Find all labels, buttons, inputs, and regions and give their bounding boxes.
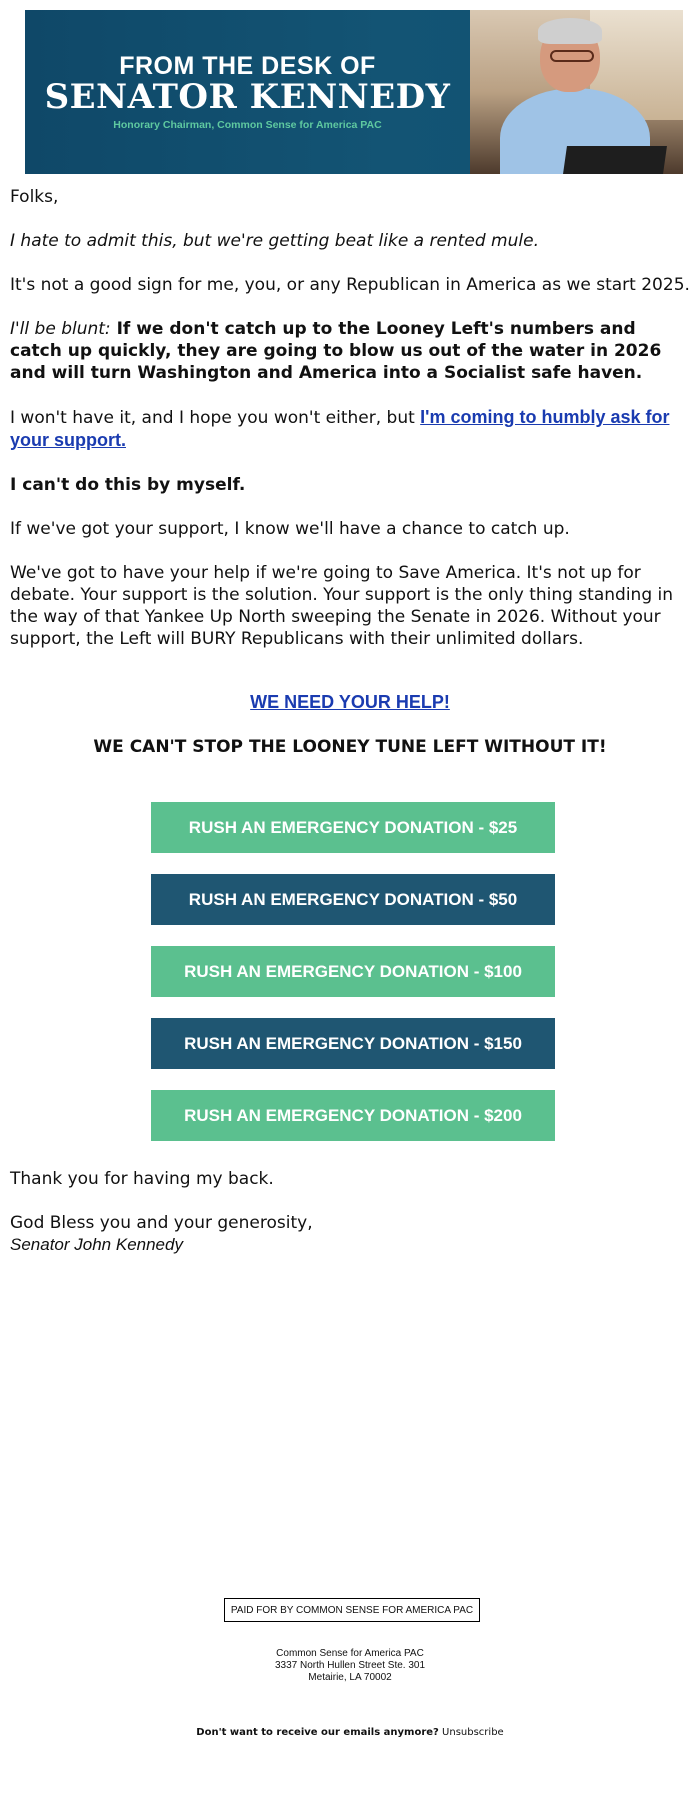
unsubscribe-link[interactable]: Unsubscribe <box>442 1727 504 1738</box>
photo-tablet <box>563 146 667 174</box>
stop-left-heading: WE CAN'T STOP THE LOONEY TUNE LEFT WITHOUT IT! <box>93 737 607 757</box>
paragraph-2: It's not a good sign for me, you, or any Republican in America as we start 2025. <box>10 275 690 295</box>
donate-50-button[interactable]: RUSH AN EMERGENCY DONATION - $50 <box>151 874 555 925</box>
donate-25-button[interactable]: RUSH AN EMERGENCY DONATION - $25 <box>151 802 555 853</box>
support-lead: I won't have it, and I hope you won't either, but <box>10 408 421 428</box>
banner-title: SENATOR KENNEDY <box>44 77 451 117</box>
photo-glasses <box>550 50 594 62</box>
thanks-line: Thank you for having my back. <box>10 1169 274 1189</box>
banner-text <box>25 10 470 174</box>
paragraph-7: We've got to have your help if we're going to Save America. It's not up for debate. Your support is the solution. Your support is the only thing standing in the way of that Yankee Up North sweeping the Senate in 2026. Without your support, the Left will BURY Republicans with their unlimited dollars. <box>10 563 674 649</box>
blunt-statement: If we don't catch up to the Looney Left's numbers and catch up quickly, they are going to blow us out of the water in 2026 and will turn Washington and America into a Socialist safe haven. <box>10 319 662 383</box>
unsubscribe-line <box>0 1727 700 1738</box>
letter-body <box>10 186 692 650</box>
bless-line: God Bless you and your generosity, <box>10 1213 313 1233</box>
donate-200-button[interactable]: RUSH AN EMERGENCY DONATION - $200 <box>151 1090 555 1141</box>
address-city: Metairie, LA 70002 <box>308 1672 392 1683</box>
unsubscribe-question: Don't want to receive our emails anymore? <box>196 1727 439 1738</box>
photo-hair <box>538 18 602 44</box>
header-banner <box>25 10 683 174</box>
paragraph-4 <box>10 406 692 452</box>
mailing-address <box>0 1648 700 1684</box>
donate-150-button[interactable]: RUSH AN EMERGENCY DONATION - $150 <box>151 1018 555 1069</box>
paragraph-3 <box>10 318 692 384</box>
paragraph-1: I hate to admit this, but we're getting beat like a rented mule. <box>10 231 539 251</box>
paid-for-disclaimer: PAID FOR BY COMMON SENSE FOR AMERICA PAC <box>224 1598 480 1622</box>
senator-photo <box>470 10 683 174</box>
address-org: Common Sense for America PAC <box>276 1648 424 1659</box>
paragraph-6: If we've got your support, I know we'll have a chance to catch up. <box>10 519 570 539</box>
paragraph-5: I can't do this by myself. <box>10 475 246 495</box>
banner-line1: FROM THE DESK OF <box>119 52 376 80</box>
signature: Senator John Kennedy <box>10 1235 183 1254</box>
need-help-link[interactable]: WE NEED YOUR HELP! <box>250 692 450 712</box>
closing <box>10 1168 690 1256</box>
donate-100-button[interactable]: RUSH AN EMERGENCY DONATION - $100 <box>151 946 555 997</box>
greeting: Folks, <box>10 187 59 207</box>
blunt-lead: I'll be blunt: <box>10 319 111 339</box>
banner-subtitle: Honorary Chairman, Common Sense for America PAC <box>113 119 382 131</box>
address-street: 3337 North Hullen Street Ste. 301 <box>274 1660 426 1671</box>
support-link[interactable]: I'm coming to humbly ask for your support. <box>10 407 670 450</box>
